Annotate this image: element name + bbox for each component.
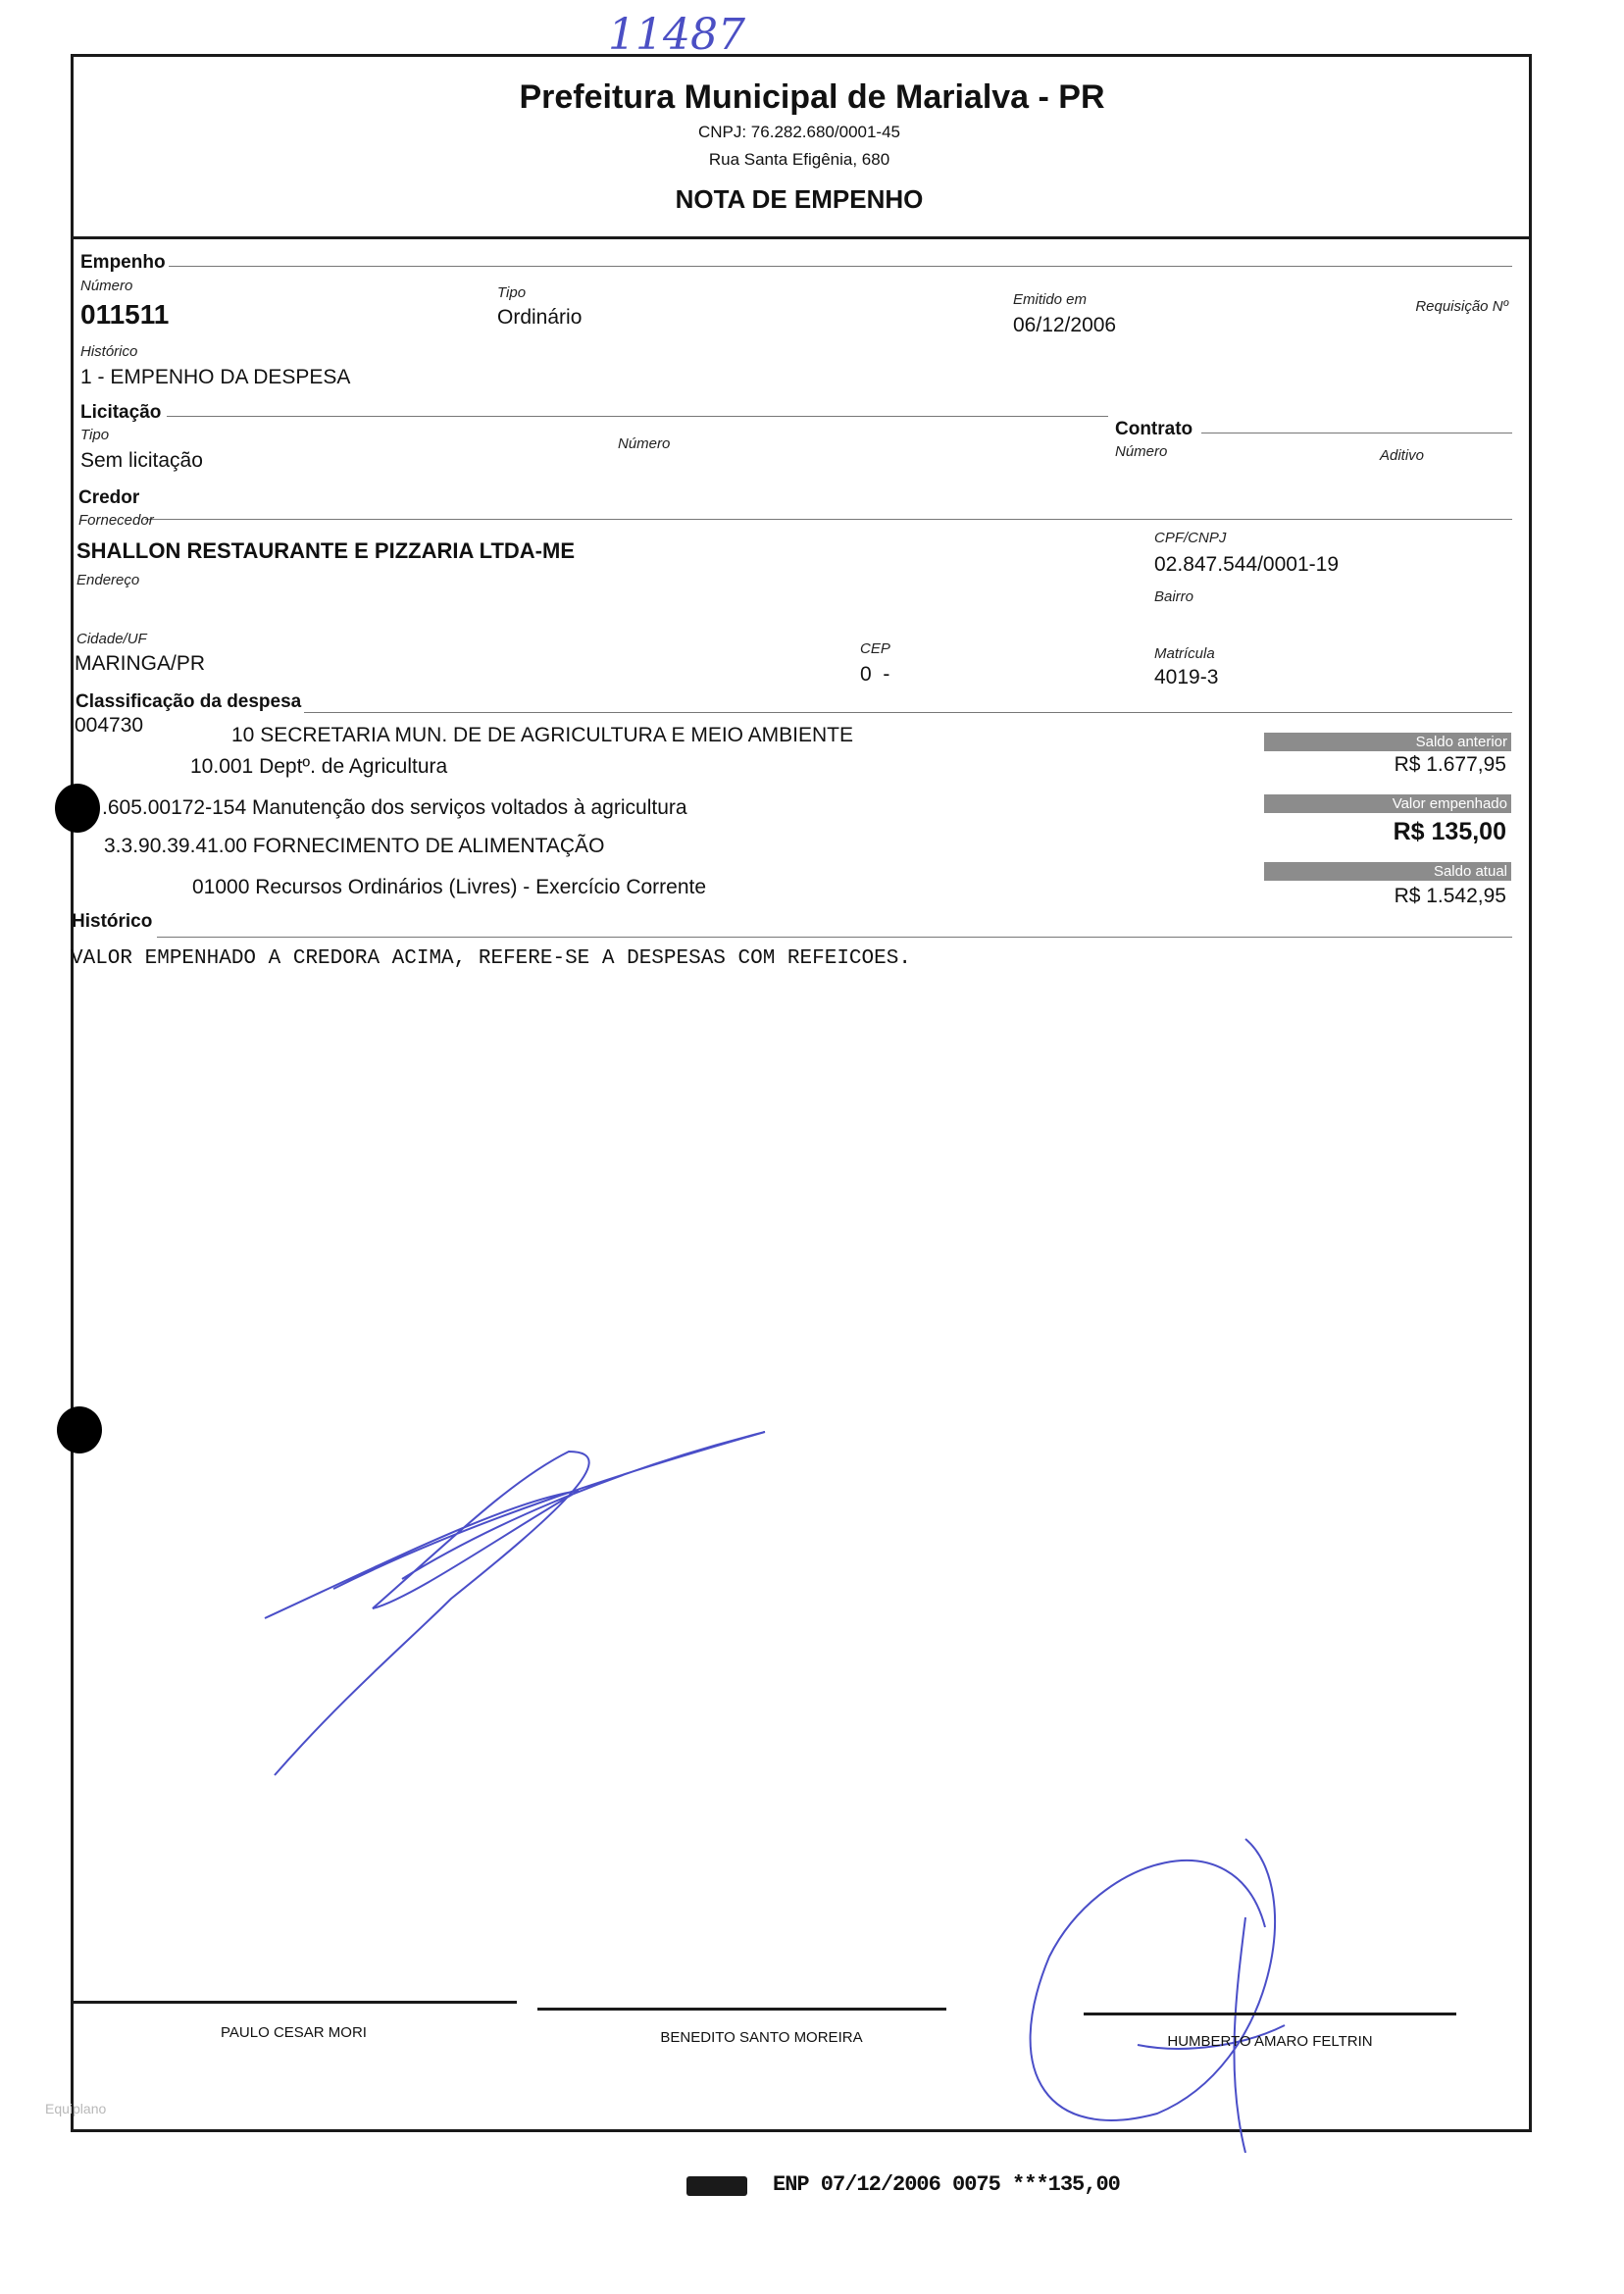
- stamp-logo: [686, 2176, 747, 2196]
- empenho-numero: 011511: [80, 299, 170, 330]
- software-brand: Equiplano: [45, 2101, 107, 2116]
- rule-classificacao: [304, 712, 1512, 713]
- credor-matricula: 4019-3: [1154, 666, 1219, 688]
- historico-label: Histórico: [80, 343, 138, 360]
- saldo-atual-value: R$ 1.542,95: [1394, 885, 1506, 907]
- classificacao-line1: 10 SECRETARIA MUN. DE DE AGRICULTURA E MEIO AMBIENTE: [231, 724, 854, 746]
- section-historico: Histórico: [72, 911, 153, 932]
- tipo-label: Tipo: [497, 284, 527, 301]
- credor-cep: 0 -: [860, 663, 890, 686]
- classificacao-line4: 3.3.90.39.41.00 FORNECIMENTO DE ALIMENTAÇÃO: [104, 835, 605, 857]
- header-address: Rua Santa Efigênia, 680: [708, 150, 890, 169]
- classificacao-line3: .605.00172-154 Manutenção dos serviços voltados à agricultura: [102, 796, 687, 819]
- signature-line-1: [71, 2001, 517, 2004]
- section-credor: Credor: [78, 487, 140, 508]
- historico-text: VALOR EMPENHADO A CREDORA ACIMA, REFERE-SE A DESPESAS COM REFEICOES.: [71, 947, 911, 970]
- credor-cidade: MARINGA/PR: [75, 652, 206, 675]
- matricula-label: Matrícula: [1154, 645, 1215, 662]
- section-contrato: Contrato: [1115, 419, 1193, 439]
- empenho-emitido: 06/12/2006: [1013, 314, 1117, 336]
- punch-hole: [55, 784, 100, 833]
- signature-scribble: [255, 1412, 785, 1824]
- empenho-tipo: Ordinário: [497, 306, 583, 329]
- numero-label: Número: [80, 278, 133, 294]
- header-cnpj: CNPJ: 76.282.680/0001-45: [697, 123, 901, 141]
- signatory-3: HUMBERTO AMARO FELTRIN: [1167, 2033, 1373, 2050]
- licitacao-tipo: Sem licitação: [80, 449, 203, 472]
- section-classificacao: Classificação da despesa: [76, 691, 302, 712]
- requisicao-label: Requisição Nº: [1415, 298, 1508, 315]
- valor-empenhado-value: R$ 135,00: [1393, 818, 1506, 845]
- rule-historico: [157, 937, 1512, 938]
- cidade-label: Cidade/UF: [76, 631, 147, 647]
- payment-stamp: ENP 07/12/2006 0075 ***135,00: [773, 2172, 1120, 2197]
- cep-label: CEP: [860, 640, 890, 657]
- licitacao-tipo-label: Tipo: [80, 427, 110, 443]
- rule-licitacao: [167, 416, 1108, 417]
- signatory-2: BENEDITO SANTO MOREIRA: [660, 2029, 863, 2046]
- section-empenho: Empenho: [80, 252, 166, 273]
- classificacao-line2: 10.001 Deptº. de Agricultura: [190, 755, 448, 778]
- licitacao-numero-label: Número: [618, 435, 671, 452]
- saldo-anterior-value: R$ 1.677,95: [1394, 753, 1506, 776]
- emitido-label: Emitido em: [1013, 291, 1088, 308]
- signatory-1: PAULO CESAR MORI: [221, 2024, 367, 2041]
- valor-empenhado-bar: Valor empenhado: [1264, 794, 1511, 813]
- rule-empenho: [169, 266, 1512, 267]
- bairro-label: Bairro: [1154, 588, 1194, 605]
- header-divider: [71, 236, 1532, 239]
- contrato-numero-label: Número: [1115, 443, 1168, 460]
- classificacao-code: 004730: [75, 714, 144, 737]
- endereco-label: Endereço: [76, 572, 140, 588]
- saldo-atual-bar: Saldo atual: [1264, 862, 1511, 881]
- signature-loop: [990, 1819, 1304, 2153]
- fornecedor-label: Fornecedor: [78, 512, 154, 529]
- rule-credor: [145, 519, 1512, 520]
- signature-line-2: [537, 2008, 946, 2011]
- page-title: Prefeitura Municipal de Marialva - PR: [519, 78, 1105, 116]
- empenho-historico: 1 - EMPENHO DA DESPESA: [80, 366, 351, 388]
- credor-cpf: 02.847.544/0001-19: [1154, 553, 1340, 576]
- punch-hole: [57, 1406, 102, 1453]
- classificacao-line5: 01000 Recursos Ordinários (Livres) - Exercício Corrente: [192, 876, 707, 898]
- signature-line-3: [1084, 2013, 1456, 2015]
- credor-fornecedor: SHALLON RESTAURANTE E PIZZARIA LTDA-ME: [76, 538, 576, 563]
- cpf-label: CPF/CNPJ: [1154, 530, 1227, 546]
- contrato-aditivo-label: Aditivo: [1380, 447, 1425, 464]
- saldo-anterior-bar: Saldo anterior: [1264, 733, 1511, 751]
- section-licitacao: Licitação: [80, 402, 162, 423]
- handwritten-number: 11487: [608, 10, 745, 60]
- doc-title: NOTA DE EMPENHO: [675, 184, 924, 214]
